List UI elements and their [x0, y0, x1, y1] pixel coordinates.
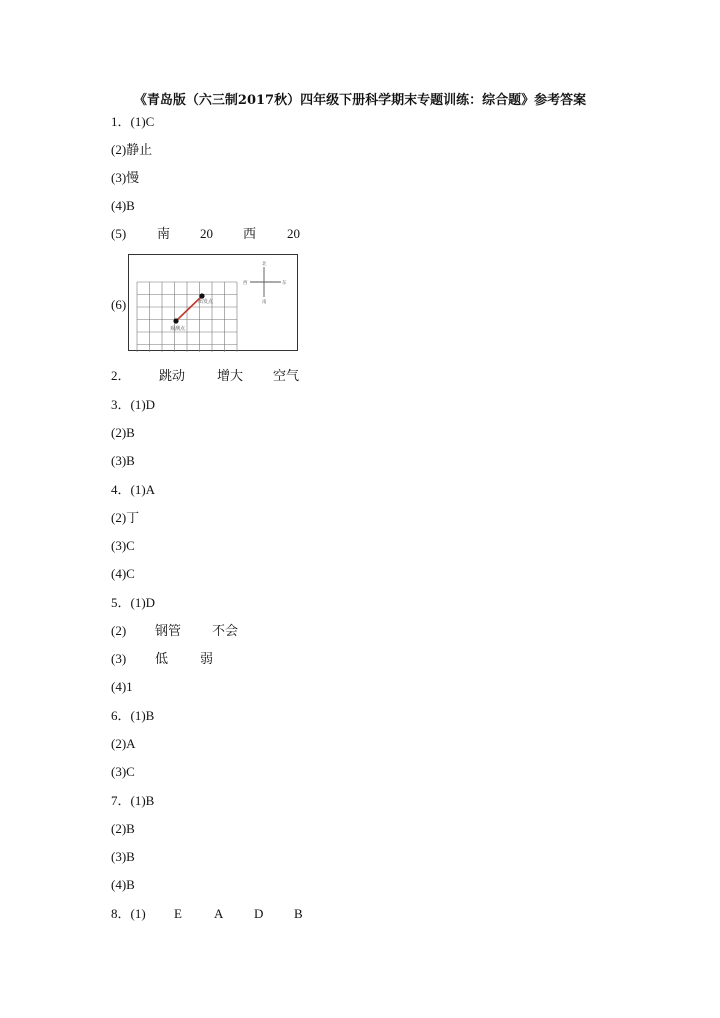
answer-5-3-num: (3) — [111, 651, 127, 666]
answer-1-5-num: (5) — [111, 226, 127, 241]
answer-4-3: (3)C — [111, 538, 135, 553]
answer-7-3: (3)B — [111, 849, 135, 864]
answer-7-1: 7．(1)B — [111, 793, 155, 808]
answer-8-num: 8．(1) — [111, 906, 146, 921]
compass-east: 东 — [282, 281, 287, 286]
answer-3-2: (2)B — [111, 425, 135, 440]
answer-1-5 — [111, 226, 311, 242]
end-point — [173, 318, 178, 323]
answer-7-2: (2)B — [111, 821, 135, 836]
answer-8-d: B — [294, 906, 303, 921]
answer-1-5-d: 20 — [287, 226, 300, 241]
answer-5-2-b: 不会 — [212, 623, 239, 638]
answer-1-5-c: 西 — [243, 226, 257, 241]
answer-8-b: A — [214, 906, 224, 921]
compass-rose — [243, 260, 287, 305]
start-point — [199, 293, 204, 298]
answer-1-5-b: 20 — [200, 226, 213, 241]
answer-6-2: (2)A — [111, 736, 136, 751]
answer-4-2: (2)丁 — [111, 510, 140, 525]
answer-5-3 — [111, 651, 271, 667]
answer-8-c: D — [254, 906, 264, 921]
answer-2-a: 跳动 — [159, 368, 186, 383]
answer-2-num: 2． — [111, 368, 131, 383]
answer-5-2 — [111, 623, 271, 639]
compass-south: 南 — [262, 300, 267, 305]
compass-north: 北 — [262, 262, 267, 267]
answer-6-3: (3)C — [111, 764, 135, 779]
answer-1-6: (6) — [111, 297, 127, 312]
answer-4-1: 4．(1)A — [111, 482, 156, 497]
answer-1-5-a: 南 — [157, 226, 171, 241]
answer-2-c: 空气 — [273, 368, 300, 383]
compass-west: 西 — [243, 281, 248, 286]
answer-1-1: 1．(1)C — [111, 114, 155, 129]
answer-6-1: 6．(1)B — [111, 708, 155, 723]
answer-5-3-a: 低 — [155, 651, 169, 666]
route-figure — [128, 254, 298, 351]
answer-2 — [111, 368, 311, 384]
answer-7-4: (4)B — [111, 877, 135, 892]
answer-1-2: (2)静止 — [111, 142, 153, 157]
answer-8-a: E — [174, 906, 182, 921]
answer-5-2-num: (2) — [111, 623, 127, 638]
answer-5-4: (4)1 — [111, 679, 133, 694]
answer-4-4: (4)C — [111, 566, 135, 581]
answer-8-1 — [111, 906, 311, 922]
answer-5-2-a: 钢管 — [155, 623, 182, 638]
answer-2-b: 增大 — [217, 368, 244, 383]
answer-1-4: (4)B — [111, 198, 135, 213]
start-point-label: 出发点 — [198, 299, 214, 305]
answer-3-3: (3)B — [111, 453, 135, 468]
answer-5-1: 5．(1)D — [111, 595, 156, 610]
route-figure-svg — [129, 255, 299, 352]
end-point-label: 观测点 — [170, 326, 186, 332]
answer-3-1: 3．(1)D — [111, 397, 156, 412]
answer-5-3-b: 弱 — [200, 651, 214, 666]
grid — [137, 282, 237, 352]
document-title: 《青岛版（六三制2017秋）四年级下册科学期末专题训练：综合题》参考答案 — [133, 93, 587, 108]
answer-1-3: (3)慢 — [111, 170, 140, 185]
